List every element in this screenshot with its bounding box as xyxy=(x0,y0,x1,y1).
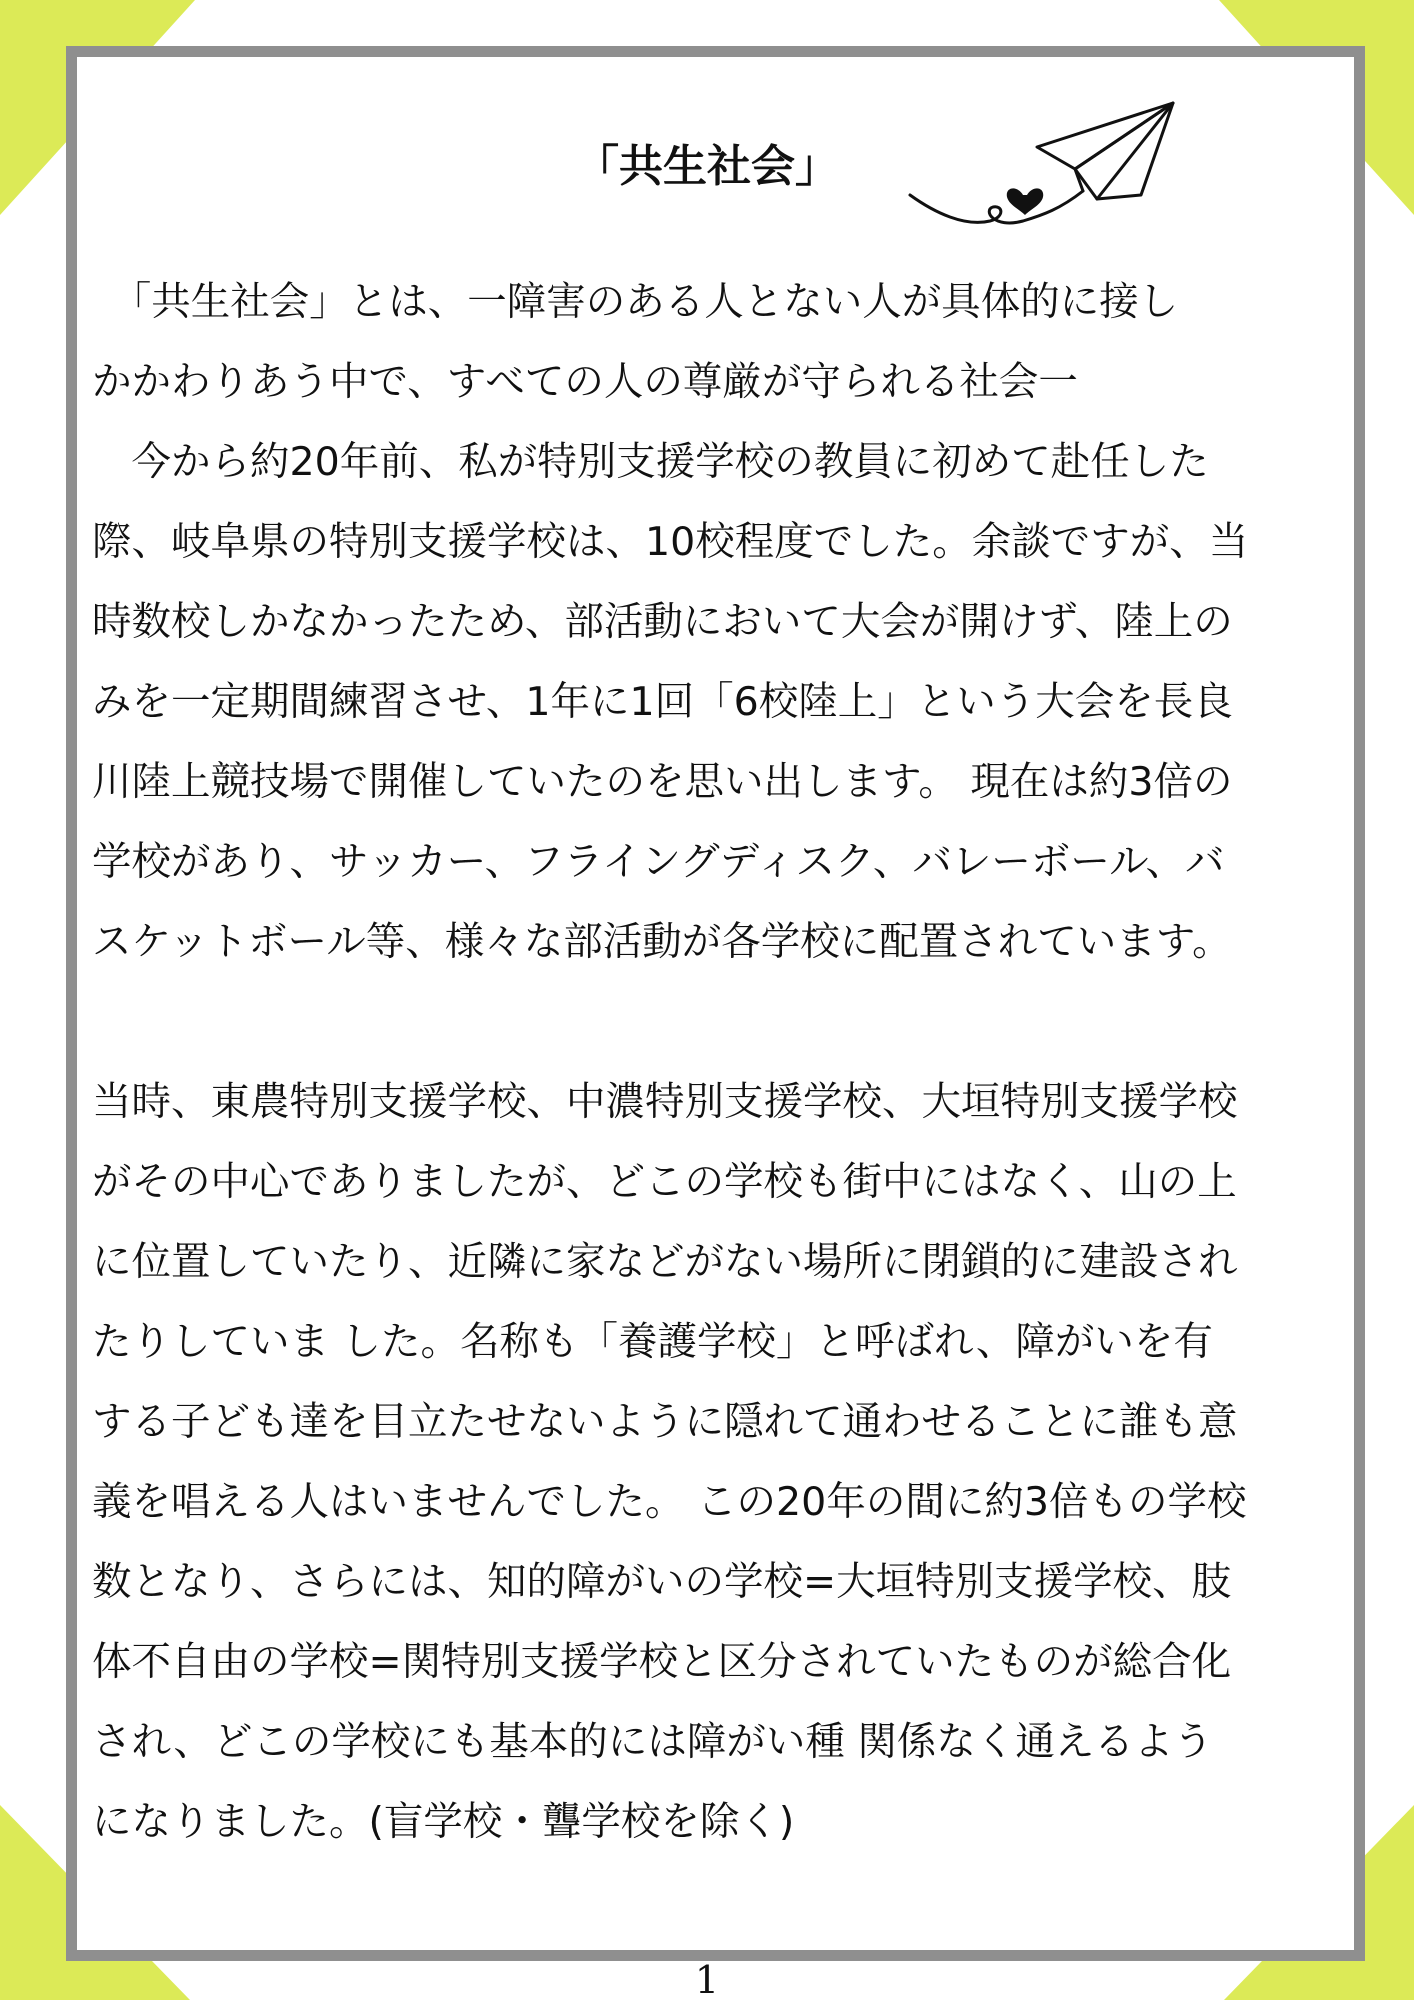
text-line: 際、岐阜県の特別支援学校は、10校程度でした。余談ですが、当 xyxy=(92,519,1249,565)
text-line: する子ども達を目立たせないように隠れて通わせることに誰も意 xyxy=(92,1399,1238,1445)
text-line: 川陸上競技場で開催していたのを思い出します。 現在は約3倍の xyxy=(92,759,1233,805)
text-line: され、どこの学校にも基本的には障がい種 関係なく通えるよう xyxy=(92,1719,1213,1765)
text-line: 「共生社会」とは、一障害のある人とない人が具体的に接し xyxy=(92,279,1179,325)
page-title: 「共生社会」 xyxy=(575,141,839,192)
text-line: 今から約20年前、私が特別支援学校の教員に初めて赴任した xyxy=(92,439,1209,485)
text-line: たりしていま した。名称も「養護学校」と呼ばれ、障がいを有 xyxy=(92,1319,1213,1365)
text-line: かかわりあう中で、すべての人の尊厳が守られる社会一 xyxy=(92,359,1078,405)
body-text xyxy=(92,262,1336,1862)
text-line: に位置していたり、近隣に家などがない場所に閉鎖的に建設され xyxy=(92,1239,1238,1285)
page-number: 1 xyxy=(694,1958,720,2002)
text-line: スケットボール等、様々な部活動が各学校に配置されています。 xyxy=(92,919,1232,965)
paper-airplane-heart-icon xyxy=(905,95,1185,235)
paragraph-gap xyxy=(92,982,1336,1062)
text-line: がその中心でありましたが、どこの学校も街中にはなく、山の上 xyxy=(92,1159,1237,1205)
text-line: 学校があり、サッカー、フライングディスク、バレーボール、バ xyxy=(92,839,1225,885)
text-line: 数となり、さらには、知的障がいの学校=大垣特別支援学校、肢 xyxy=(92,1559,1232,1605)
text-line: になりました。(盲学校・聾学校を除く) xyxy=(92,1799,795,1845)
text-line: 義を唱える人はいませんでした。 この20年の間に約3倍もの学校 xyxy=(92,1479,1247,1525)
text-line: 時数校しかなかったため、部活動において大会が開けず、陸上の xyxy=(92,599,1233,645)
text-line: 当時、東農特別支援学校、中濃特別支援学校、大垣特別支援学校 xyxy=(92,1079,1238,1125)
text-line: みを一定期間練習させ、1年に1回「6校陸上」という大会を長良 xyxy=(92,679,1233,725)
text-line: 体不自由の学校=関特別支援学校と区分されていたものが総合化 xyxy=(92,1639,1232,1685)
